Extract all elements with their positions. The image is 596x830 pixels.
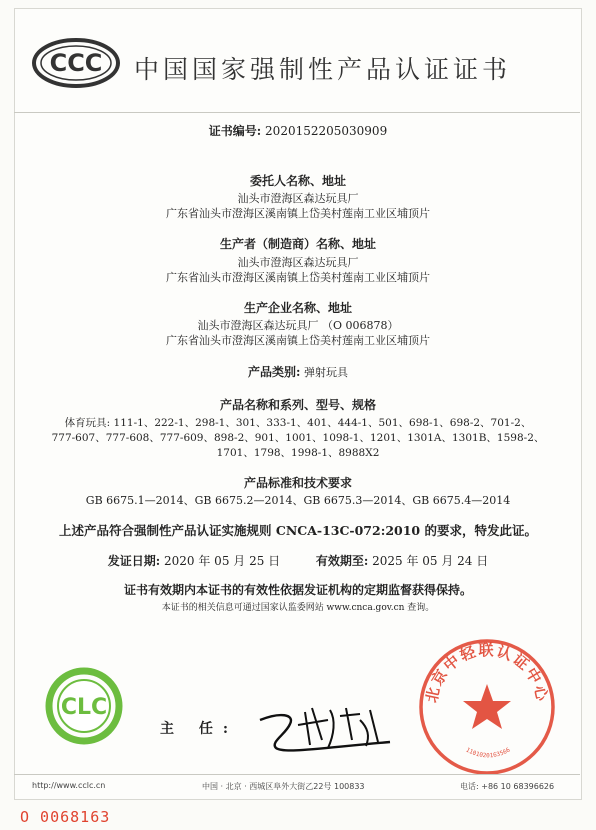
certificate-header [14,8,580,113]
expiry-date-value: 2025 年 05 月 24 日 [372,554,489,568]
client-heading: 委托人名称、地址 [249,174,346,188]
factory-address: 广东省汕头市澄海区溪南镇上岱美村莲南工业区埔顶片 [166,334,430,347]
info-note: 本证书的相关信息可通过国家认监委网站 www.cnca.gov.cn 查询。 [161,603,435,613]
clc-logo [40,666,128,746]
cert-number-label: 证书编号: [208,124,262,138]
certificate-title: 中国国家强制性产品认证证书 [134,55,512,84]
manufacturer-heading: 生产者（制造商）名称、地址 [219,237,376,251]
seal-text: 北京中轻联认证中心 [422,641,552,705]
models-line-1: 体育玩具: 111-1、222-1、298-1、301、333-1、401、444-1、501、698-1、698-2、701-2、 [64,417,532,429]
factory-heading: 生产企业名称、地址 [243,301,352,315]
cert-number-value: 2020152205030909 [265,124,388,138]
dates-row [0,554,596,568]
manufacturer-address: 广东省汕头市澄海区溪南镇上岱美村莲南工业区埔顶片 [166,271,430,284]
models-line-2: 777-607、777-608、777-609、898-2、901、1001、1098-1、1201、1301A、1301B、1598-2、 [51,432,545,444]
ccc-logo [32,38,120,88]
official-seal [412,632,562,782]
cert-number [0,124,596,138]
client-name: 汕头市澄海区森达玩具厂 [237,192,359,205]
product-category [0,365,596,380]
signature [250,690,400,760]
issue-date-label: 发证日期: [107,554,161,568]
models-heading: 产品名称和系列、型号、规格 [219,398,376,412]
seal-number: 1101020163566 [464,746,512,760]
conformity-statement: 上述产品符合强制性产品认证实施规则 CNCA-13C-072:2010 的要求，特发此证。 [59,523,537,538]
client-address: 广东省汕头市澄海区溪南镇上岱美村莲南工业区埔顶片 [166,207,430,220]
footer-address: 中国 · 北京 · 西城区阜外大街乙22号 100833 [202,782,365,791]
svg-text:1101020163566 [465,746,512,759]
supervisor-label: 主 任: [160,721,239,737]
models-line-3: 1701、1798、1998-1、8988X2 [216,447,380,459]
footer-website: http://www.cclc.cn [32,781,106,790]
product-category-label: 产品类别: [248,365,301,379]
expiry-date-label: 有效期至: [315,554,369,568]
standards-value: GB 6675.1—2014、GB 6675.2—2014、GB 6675.3—2014、GB 6675.4—2014 [85,494,511,507]
ccc-logo-text: CCC [49,49,103,77]
manufacturer-name: 汕头市澄海区森达玩具厂 [237,256,359,269]
product-category-value: 弹射玩具 [303,366,348,379]
factory-name: 汕头市澄海区森达玩具厂 （O 006878） [197,319,399,332]
issue-date-value: 2020 年 05 月 25 日 [164,554,281,568]
serial-number: O 0068163 [20,808,111,826]
standards-heading: 产品标准和技术要求 [243,476,352,490]
validity-note: 证书有效期内本证书的有效性依据发证机构的定期监督获得保持。 [123,583,472,597]
clc-logo-text: CLC [60,695,108,720]
footer-phone: 电话: +86 10 68396626 [460,782,555,791]
certificate-footer [14,774,580,799]
